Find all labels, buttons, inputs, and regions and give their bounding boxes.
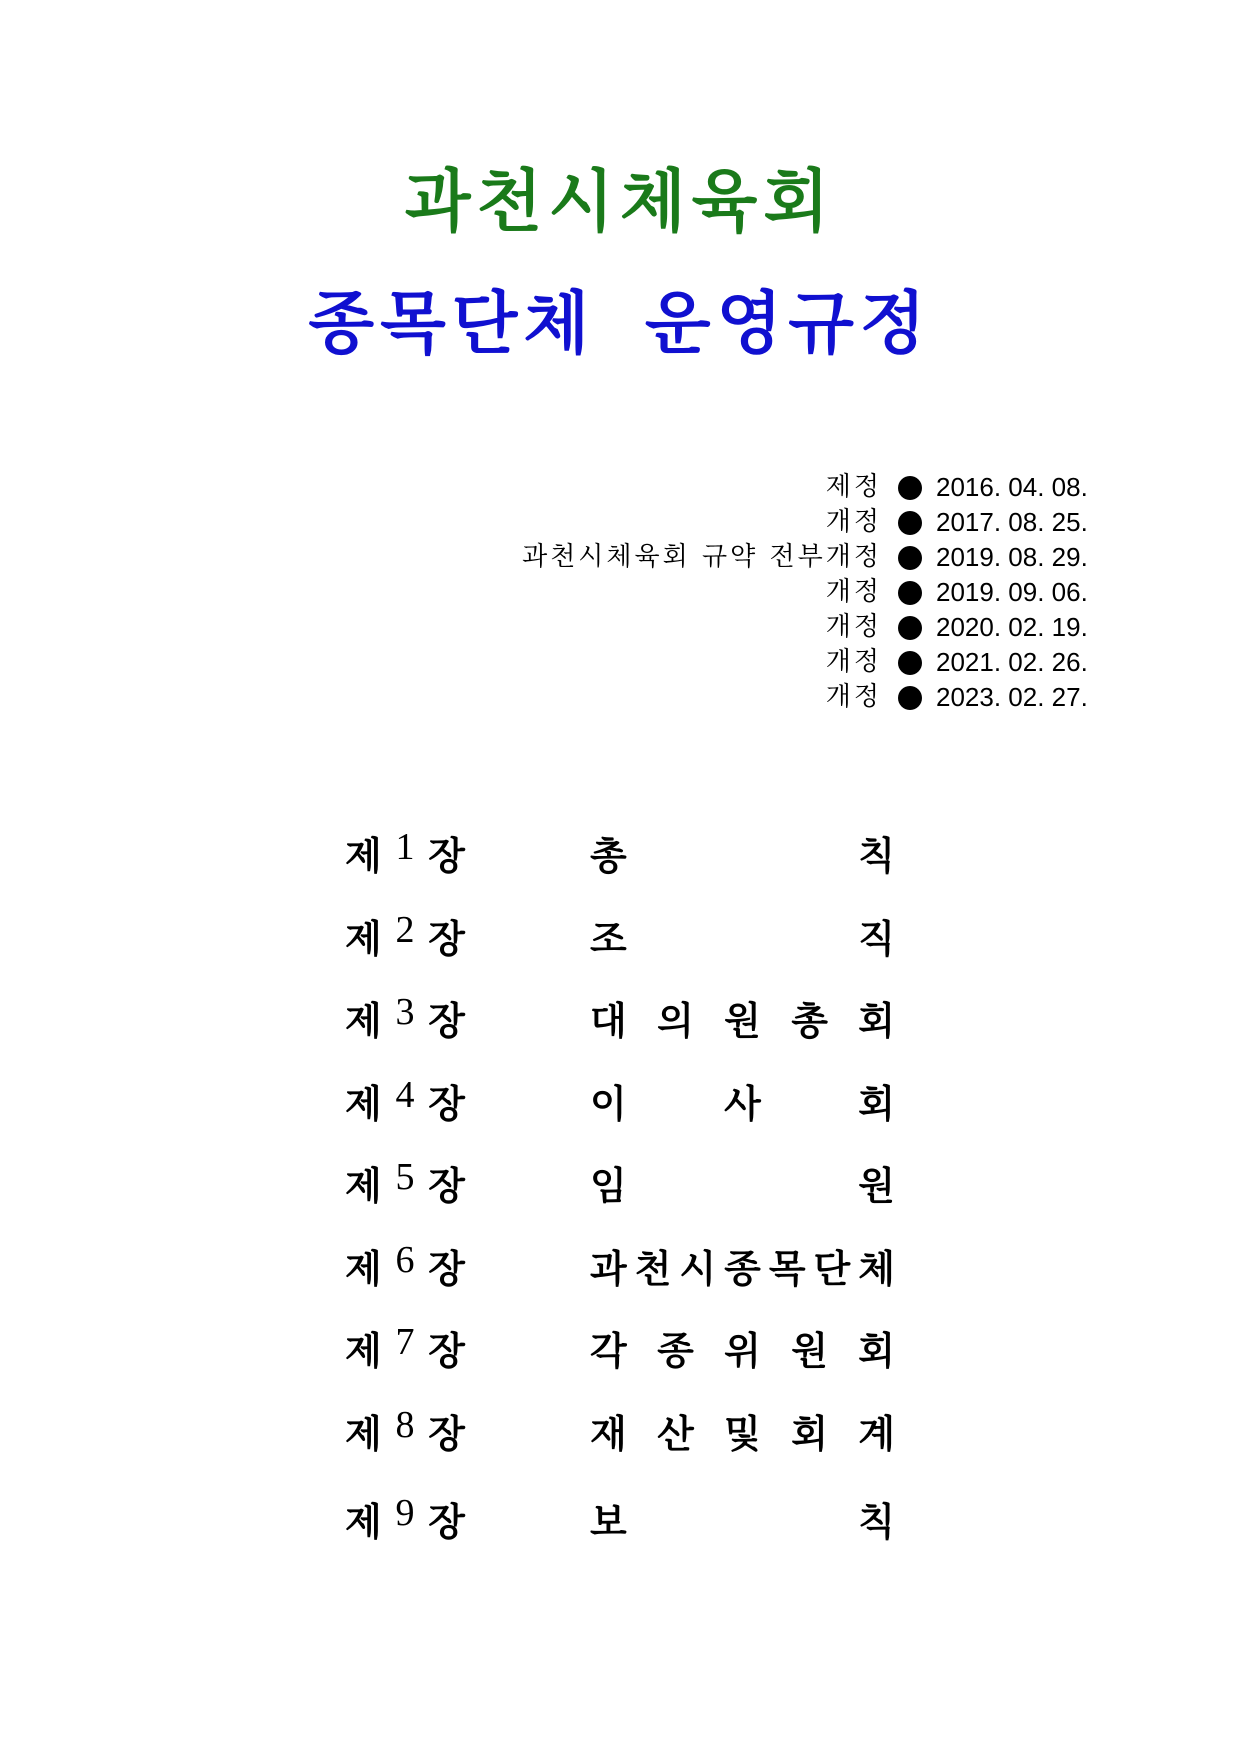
chapter-suffix: 장 (428, 1163, 465, 1208)
chapter-suffix: 장 (428, 915, 465, 961)
chapter-number (345, 1491, 465, 1546)
chapter-suffix: 장 (428, 1245, 465, 1291)
bullet-icon (898, 616, 922, 640)
document-title: 종목단체 운영규정 (308, 284, 932, 364)
chapter-title-char: 대 (590, 998, 627, 1043)
chapter-title-char: 위 (724, 1328, 761, 1373)
bullet-icon (898, 511, 922, 535)
revision-row (308, 645, 1108, 680)
chapter-row (345, 990, 905, 1073)
revision-row (308, 610, 1108, 645)
revision-row (308, 680, 1108, 715)
revision-row (308, 575, 1108, 610)
chapter-number (345, 1073, 465, 1128)
chapter-prefix: 제 (345, 1499, 382, 1544)
chapter-title (590, 1238, 895, 1293)
chapter-title-char: 칙 (858, 1499, 895, 1544)
chapter-title-char: 종 (724, 1245, 761, 1291)
chapter-title-char: 회 (791, 1410, 828, 1456)
chapter-number (345, 908, 465, 963)
chapter-title (590, 1403, 895, 1458)
chapter-title (590, 825, 895, 880)
chapter-prefix: 제 (345, 1328, 382, 1373)
bullet-icon (898, 686, 922, 710)
chapter-title-char: 원 (724, 998, 761, 1043)
chapter-title-char: 및 (724, 1410, 761, 1456)
chapter-title-char: 체 (858, 1245, 895, 1291)
chapter-suffix: 장 (428, 1080, 465, 1126)
chapter-num: 8 (395, 1403, 415, 1446)
chapter-title-char: 총 (791, 998, 828, 1043)
chapter-number (345, 1238, 465, 1293)
revision-date: 2019. 09. 06. (936, 577, 1088, 607)
chapter-num: 9 (395, 1492, 415, 1534)
revision-date: 2021. 02. 26. (936, 647, 1088, 677)
bullet-icon (898, 546, 922, 570)
chapter-num: 3 (395, 991, 415, 1033)
chapter-suffix: 장 (428, 1410, 465, 1456)
chapter-title-char: 종 (657, 1328, 694, 1373)
revision-date: 2020. 02. 19. (936, 612, 1088, 642)
chapter-num: 6 (395, 1238, 415, 1281)
chapter-title-char: 회 (858, 1328, 895, 1373)
chapter-prefix: 제 (345, 833, 382, 878)
chapter-row (345, 1073, 905, 1156)
chapter-title-char: 산 (657, 1410, 694, 1456)
revision-label: 제정 (825, 472, 882, 502)
chapter-row (345, 908, 905, 991)
chapter-title-char: 각 (590, 1328, 627, 1373)
revision-row (308, 540, 1108, 575)
chapter-title (590, 990, 895, 1045)
revision-label: 개정 (825, 507, 882, 537)
chapter-title-char: 의 (657, 998, 694, 1043)
chapter-title-char: 임 (590, 1163, 627, 1208)
chapter-title-char: 재 (590, 1410, 627, 1456)
revision-row (308, 470, 1108, 505)
organization-title: 과천시체육회 (404, 162, 836, 242)
chapter-title-char: 이 (590, 1080, 627, 1126)
chapter-title-char: 회 (858, 998, 895, 1043)
chapter-row (345, 1155, 905, 1238)
chapter-prefix: 제 (345, 915, 382, 961)
chapter-suffix: 장 (428, 1499, 465, 1544)
chapter-title-char: 조 (590, 915, 627, 961)
chapter-title (590, 1073, 895, 1128)
revision-date: 2023. 02. 27. (936, 682, 1088, 712)
chapter-num: 4 (395, 1073, 415, 1116)
chapter-title-char: 회 (858, 1080, 895, 1126)
chapter-title-char: 시 (679, 1245, 717, 1291)
chapter-title-char: 총 (590, 833, 627, 878)
chapter-number (345, 1403, 465, 1458)
chapter-prefix: 제 (345, 1080, 382, 1126)
revision-date: 2016. 04. 08. (936, 472, 1088, 502)
chapter-row (345, 825, 905, 908)
chapter-title-char: 천 (634, 1245, 672, 1291)
chapter-title-char: 계 (858, 1410, 895, 1456)
chapter-prefix: 제 (345, 1410, 382, 1456)
chapter-number (345, 825, 465, 880)
bullet-icon (898, 651, 922, 675)
chapter-prefix: 제 (345, 1245, 382, 1291)
chapter-prefix: 제 (345, 998, 382, 1043)
chapter-title-char: 단 (813, 1245, 851, 1291)
chapter-number (345, 990, 465, 1045)
chapter-suffix: 장 (428, 998, 465, 1043)
chapter-suffix: 장 (428, 1328, 465, 1373)
chapter-number (345, 1155, 465, 1210)
chapter-title-char: 과 (590, 1245, 627, 1291)
chapter-title-char: 직 (858, 915, 895, 961)
chapter-row (345, 1238, 905, 1321)
revision-date: 2017. 08. 25. (936, 507, 1088, 537)
chapter-suffix: 장 (428, 833, 465, 878)
revision-history (308, 470, 1108, 715)
chapter-row (345, 1491, 905, 1574)
chapter-title-char: 원 (858, 1163, 895, 1208)
chapter-num: 2 (395, 908, 415, 951)
revision-row (308, 505, 1108, 540)
chapter-title-char: 칙 (858, 833, 895, 878)
table-of-contents (345, 825, 905, 1574)
chapter-title (590, 1155, 895, 1210)
chapter-title (590, 908, 895, 963)
chapter-number (345, 1320, 465, 1375)
chapter-title (590, 1320, 895, 1375)
chapter-title-char: 보 (590, 1499, 627, 1544)
chapter-prefix: 제 (345, 1163, 382, 1208)
bullet-icon (898, 581, 922, 605)
revision-label: 개정 (825, 682, 882, 712)
revision-date: 2019. 08. 29. (936, 542, 1088, 572)
chapter-title-char: 원 (791, 1328, 828, 1373)
bullet-icon (898, 476, 922, 500)
chapter-row (345, 1320, 905, 1403)
chapter-num: 7 (395, 1321, 415, 1363)
revision-label: 개정 (825, 612, 882, 642)
chapter-num: 1 (395, 826, 415, 868)
chapter-row (345, 1403, 905, 1486)
chapter-title-char: 목 (768, 1245, 806, 1291)
revision-label: 개정 (825, 647, 882, 677)
revision-label: 과천시체육회 규약 전부개정 (522, 542, 882, 572)
chapter-title (590, 1491, 895, 1546)
revision-label: 개정 (825, 577, 882, 607)
chapter-num: 5 (395, 1156, 415, 1198)
chapter-title-char: 사 (724, 1080, 761, 1126)
